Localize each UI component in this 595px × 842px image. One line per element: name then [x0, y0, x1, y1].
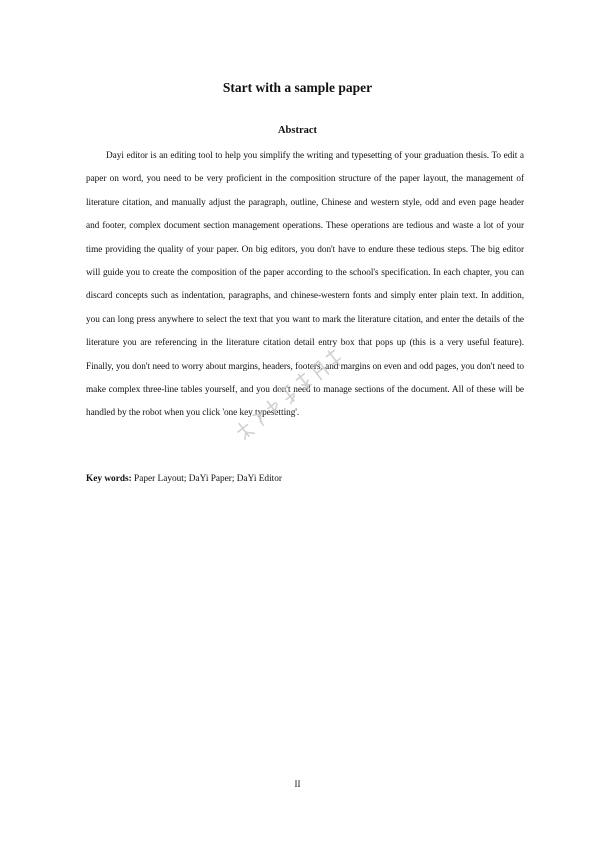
- paper-title: Start with a sample paper: [222, 80, 373, 95]
- abstract-heading: Abstract: [277, 125, 318, 136]
- keywords-line: [86, 472, 524, 486]
- keywords-label: Key words:: [86, 474, 132, 484]
- page-number: II: [294, 779, 301, 789]
- abstract-body: Dayi editor is an editing tool to help you simplify the writing and typesetting of your graduation thesis. To edit a paper on word, you need to be very proficient in the composition structure of the paper layout, the management of literature citation, and manually adjust the paragraph, outline, Chinese and western style, odd and even page header and footer, complex document section management operations. These operations are tedious and waste a lot of your time providing the quality of your paper. On big editors, you don't have to endure these tedious steps. The big editor will guide you to create the composition of the paper according to the school's specification. In each chapter, you can discard concepts such as indentation, paragraphs, and chinese-western fonts and simply enter plain text. In addition, you can long press anywhere to select the text that you want to mark the literature citation, and enter the details of the literature you are referencing in the literature citation detail entry box that pops up (this is a very useful feature). Finally, you don't need to worry about margins, headers, footers, and margins on even and odd pages, you don't need to make complex three-line tables yourself, and you don't need to manage sections of the document. All of these will be handled by the robot when you click 'one key typesetting'.: [86, 151, 524, 419]
- keywords-value: Paper Layout; DaYi Paper; DaYi Editor: [131, 474, 282, 484]
